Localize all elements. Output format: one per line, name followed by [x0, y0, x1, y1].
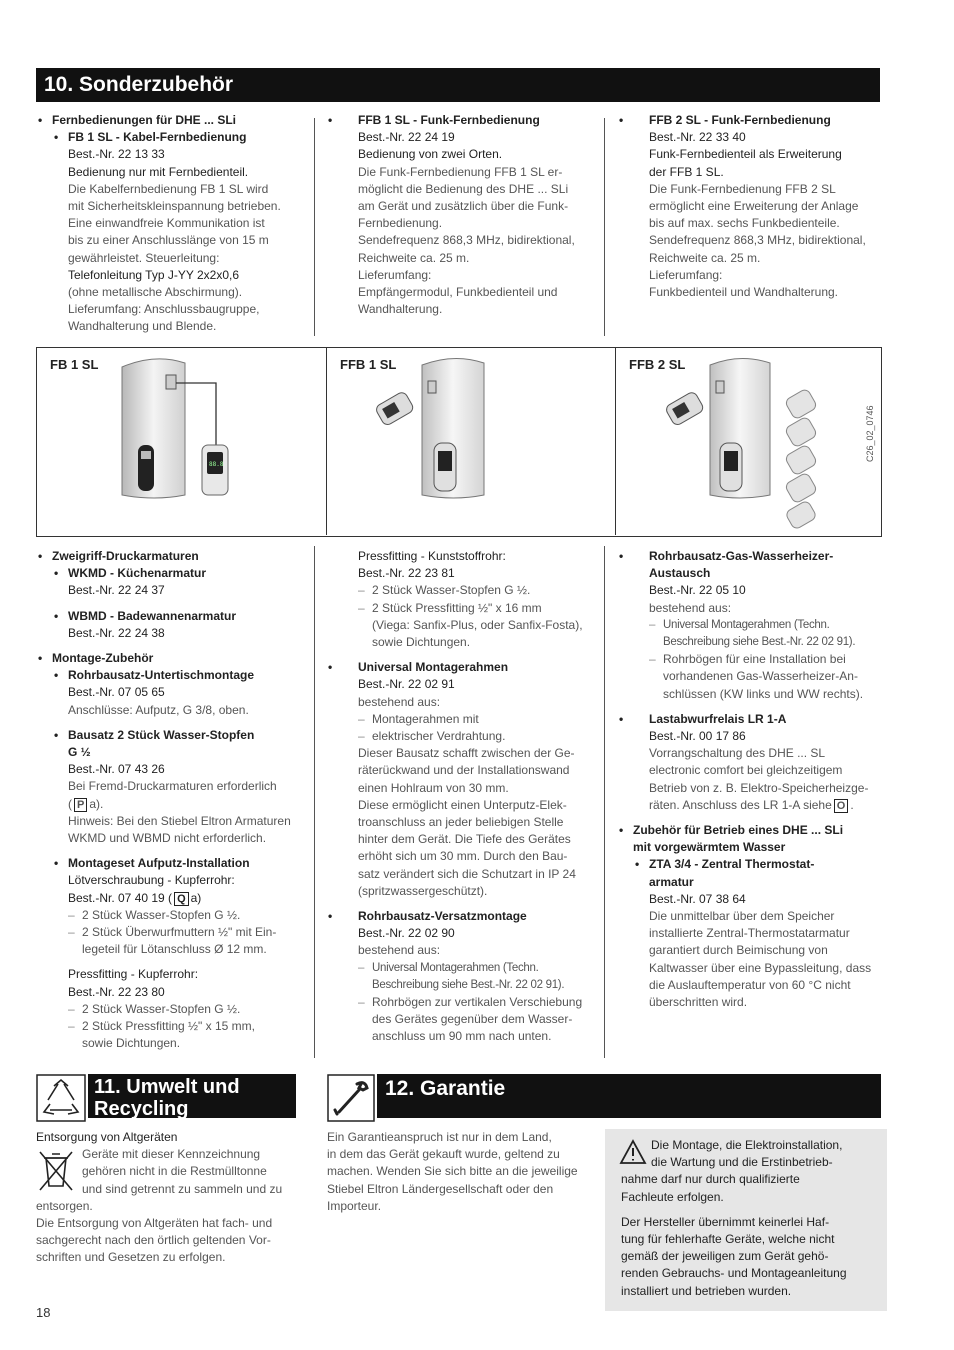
text-line: Fernbedienung. [358, 216, 443, 231]
list-item: – 2 Stück Wasser-Stopfen G ½. [36, 907, 308, 924]
heater-with-radio-remote-illustration [370, 355, 510, 505]
order-number: Best.-Nr. 22 33 40 [649, 130, 746, 145]
bullet-heading: • FFB 1 SL - Funk-Fernbedienung [326, 112, 596, 129]
text-line: Ein Garantieanspruch ist nur in dem Land, [327, 1130, 552, 1144]
remote-display-text: 88.8 [209, 461, 224, 468]
text-line: einen Hohlraum von 30 mm. [358, 780, 509, 795]
text-line: Funk-Fernbedienteil als Erweiterung [649, 147, 842, 162]
text-line: hinter dem Gerät. Die Tiefe des Gerätes [358, 832, 571, 847]
text-line: bis zu einer Anschlusslänge von 15 m [68, 233, 269, 248]
notice-text: renden Gebrauchs- und Montageanleitung [621, 1266, 847, 1281]
list-item-cont: vorhandenen Gas-Wasserheizer-An- [663, 669, 858, 684]
text-line: Lieferumfang: [358, 267, 432, 282]
text-line: electronic comfort bei gleichzeitigem [649, 763, 843, 778]
text-line: räten. Anschluss des LR 1-A siehe O . [649, 797, 854, 812]
text-line: in dem das Gerät gekauft wurde, geltend zu [327, 1147, 560, 1162]
section-11-title-line2: Recycling [94, 1098, 189, 1120]
order-number: Best.-Nr. 22 13 33 [68, 147, 165, 162]
text-line: Die Entsorgung von Altgeräten hat fach- und [36, 1216, 273, 1231]
section-11-header [88, 1074, 296, 1118]
list-item-cont: Beschreibung siehe Best.-Nr. 22 02 91). [663, 636, 856, 649]
warning-icon [619, 1139, 647, 1165]
notice-text: Die Montage, die Elektroinstallation, [651, 1138, 843, 1152]
text-line: am Gerät und zusätzlich über die Funk- [358, 199, 569, 214]
section-10-header [36, 68, 880, 102]
notice-text: Der Hersteller übernimmt keinerlei Haf- [621, 1214, 830, 1229]
order-number: Best.-Nr. 07 43 26 [68, 762, 165, 777]
bullet-subheading: • Rohrbausatz-Untertischmontage [36, 667, 308, 684]
bullet-heading: • Lastabwurfrelais LR 1-A [617, 711, 889, 728]
list-item: – 2 Stück Überwurfmuttern ½" mit Ein- [36, 924, 308, 941]
crossed-out-bin-icon [36, 1148, 76, 1192]
heater-with-multiple-remotes-illustration [660, 355, 830, 530]
text-line: der FFB 1 SL. [649, 164, 724, 179]
figure-divider [326, 347, 327, 535]
text-line: Reichweite ca. 25 m. [358, 250, 470, 265]
notice-text: gemäß der jeweiligen zum Gerät gehö- [621, 1249, 829, 1264]
bullet-subheading-cont: G ½ [68, 745, 91, 760]
text-line: möglicht die Bedienung des DHE ... SLi [358, 181, 569, 196]
text-line: überschritten wird. [649, 995, 748, 1010]
text-line: Sendefrequenz 868,3 MHz, bidirektional, [358, 233, 575, 248]
list-item-cont: anschluss um 90 mm nach unten. [372, 1029, 552, 1044]
text-line: Sendefrequenz 868,3 MHz, bidirektional, [649, 233, 866, 248]
text-line: Wandhalterung. [358, 302, 443, 317]
accessory-col-2 [326, 112, 596, 318]
text-line: ermöglicht eine Erweiterung der Anlage [649, 199, 859, 214]
bullet-subheading: • WBMD - Badewannenarmatur [36, 608, 308, 625]
notice-text: tung für fehlerhafte Geräte, welche nicht [621, 1232, 835, 1247]
list-item: – 2 Stück Pressfitting ½" x 16 mm [326, 600, 598, 617]
list-item: – 2 Stück Wasser-Stopfen G ½. [36, 1001, 308, 1018]
bullet-heading: • Universal Montagerahmen [326, 659, 598, 676]
bullet-heading: • FFB 2 SL - Funk-Fernbedienung [617, 112, 887, 129]
order-number: Best.-Nr. 22 23 80 [68, 984, 165, 999]
text-line: Die unmittelbar über dem Speicher [649, 909, 835, 924]
list-item: – Rohrbögen für eine Installation bei [617, 651, 889, 668]
text-line: Reichweite ca. 25 m. [649, 250, 761, 265]
text-line: Empfängermodul, Funkbedienteil und [358, 285, 558, 300]
list-item-cont: des Gerätes gegenüber dem Wasser- [372, 1012, 573, 1027]
section-11-title-line1: 11. Umwelt und [94, 1076, 240, 1098]
list-item-cont: Beschreibung siehe Best.-Nr. 22 02 91). [372, 978, 565, 991]
fittings-col-2 [326, 548, 598, 1046]
list-item: – Montagerahmen mit [326, 711, 598, 728]
text-line: garantiert durch Beimischung von [649, 943, 828, 958]
list-item: – Rohrbögen zur vertikalen Verschiebung [326, 994, 598, 1011]
section-12-body [327, 1129, 597, 1215]
list-item: – 2 Stück Wasser-Stopfen G ½. [326, 582, 598, 599]
text-line: Bedienung von zwei Orten. [358, 147, 503, 162]
text-line: sachgerecht nach den örtlich geltenden Vor- [36, 1233, 271, 1248]
text-line: und sind getrennt zu sammeln und zu [82, 1181, 283, 1196]
text-line: Die Funk-Fernbedienung FFB 1 SL er- [358, 164, 563, 179]
text-line: Funkbedienteil und Wandhalterung. [649, 285, 839, 300]
text-line: räterückwand und der Installationswand [358, 763, 570, 778]
text-line: Bedienung nur mit Fernbedienteil. [68, 164, 249, 179]
order-number: Best.-Nr. 22 02 91 [358, 677, 455, 692]
figure-divider [615, 347, 616, 535]
text-line: Vorrangschaltung des DHE ... SL [649, 746, 826, 761]
column-divider [314, 118, 315, 336]
text-line: gewährleistet. Steuerleitung: [68, 250, 220, 265]
text-line: Anschlüsse: Aufputz, G 3/8, oben. [68, 702, 249, 717]
column-divider [314, 546, 315, 1058]
order-number: Best.-Nr. 07 38 64 [649, 891, 746, 906]
notice-text: nahme darf nur durch qualifizierte [621, 1172, 800, 1187]
text-line: ( P a). [68, 796, 104, 811]
list-item: – elektrischer Verdrahtung. [326, 728, 598, 745]
text-line: Die Kabelfernbedienung FB 1 SL wird [68, 181, 269, 196]
text-line: schriften und Gesetzen zu erfolgen. [36, 1250, 226, 1265]
text-line: Lieferumfang: Anschlussbaugruppe, [68, 302, 260, 317]
text-line: Pressfitting - Kunststoffrohr: [358, 549, 506, 563]
section-12-header [377, 1074, 881, 1118]
text-line: Bei Fremd-Druckarmaturen erforderlich [68, 779, 277, 794]
wrench-icon [327, 1074, 375, 1122]
order-number: Best.-Nr. 07 05 65 [68, 685, 165, 700]
text-line: (ohne metallische Abschirmung). [68, 285, 243, 300]
list-item: – Universal Montagerahmen (Techn. [326, 960, 598, 977]
heater-with-cable-remote-illustration [110, 355, 240, 505]
bullet-heading: • Fernbedienungen für DHE ... SLi [36, 112, 306, 129]
bullet-heading-cont: mit vorgewärmtem Wasser [633, 840, 786, 855]
notice-text: Fachleute erfolgen. [621, 1189, 724, 1204]
list-item-cont: (Viega: Sanfix-Plus, oder Sanfix-Fosta), [372, 617, 583, 632]
order-number: Best.-Nr. 00 17 86 [649, 729, 746, 744]
bullet-heading: • Rohrbausatz-Gas-Wasserheizer- [617, 548, 889, 565]
figure-label-ffb2sl: FFB 2 SL [629, 357, 686, 372]
text-line: Importeur. [327, 1198, 382, 1213]
page-number: 18 [36, 1305, 51, 1320]
text-line: WKMD und WBMD nicht erforderlich. [68, 831, 267, 846]
accessory-col-3 [617, 112, 887, 301]
recycling-icon [36, 1074, 86, 1122]
notice-text: installiert und betrieben wurden. [621, 1283, 792, 1298]
order-number: Best.-Nr. 22 02 90 [358, 926, 455, 941]
text-line: machen. Wenden Sie sich bitte an die jeweilige [327, 1164, 578, 1179]
order-number: Best.-Nr. 22 05 10 [649, 583, 746, 598]
text-line: Geräte mit dieser Kennzeichnung [82, 1147, 261, 1162]
bullet-heading: • Montage-Zubehör [36, 650, 308, 667]
text-line: bis auf max. sechs Funkbedienteile. [649, 216, 840, 231]
bullet-subheading: • ZTA 3/4 - Zentral Thermostat- [617, 856, 889, 873]
reference-code-o: O [834, 799, 849, 813]
bullet-subheading: • Montageset Aufputz-Installation [36, 855, 308, 872]
text-line: mit Sicherheitskleinspannung betrieben. [68, 199, 281, 214]
column-divider [604, 546, 605, 1058]
order-number: Best.-Nr. 22 24 19 [358, 130, 455, 145]
bullet-heading: • Zweigriff-Druckarmaturen [36, 548, 308, 565]
section-12-title: 12. Garantie [385, 1077, 506, 1100]
text-line: Lötverschraubung - Kupferrohr: [68, 873, 235, 888]
disposal-heading: Entsorgung von Altgeräten [36, 1130, 178, 1144]
bullet-subheading-cont: armatur [649, 874, 694, 889]
text-line: Diese ermöglicht einen Unterputz-Elek- [358, 797, 567, 812]
text-line: entsorgen. [36, 1198, 93, 1213]
list-item-cont: sowie Dichtungen. [82, 1036, 181, 1051]
list-item: – Universal Montagerahmen (Techn. [617, 617, 889, 634]
bullet-heading: • Zubehör für Betrieb eines DHE ... SLi [617, 822, 889, 839]
text-line: bestehend aus: [358, 694, 441, 709]
text-line: Hinweis: Bei den Stiebel Eltron Armaturen [68, 813, 291, 828]
text-line: bestehend aus: [358, 943, 441, 958]
reference-code-q: Q [174, 892, 189, 906]
safety-notice-box [605, 1129, 887, 1311]
order-number: Best.-Nr. 07 40 19 ( Q a) [68, 890, 202, 905]
fittings-col-1 [36, 548, 308, 1052]
text-line: Wandhalterung und Blende. [68, 319, 217, 334]
text-line: installierte Zentral-Thermostatarmatur [649, 926, 850, 941]
text-line: Dieser Bausatz schafft zwischen der Ge- [358, 746, 575, 761]
list-item-cont: sowie Dichtungen. [372, 635, 471, 650]
order-number: Best.-Nr. 22 24 37 [68, 583, 165, 598]
text-line: die Auslauftemperatur von 60 °C nicht [649, 977, 851, 992]
text-line: gehören nicht in die Restmülltonne [82, 1164, 267, 1179]
list-item: – 2 Stück Pressfitting ½" x 15 mm, [36, 1018, 308, 1035]
section-11-body [36, 1129, 306, 1267]
text-line: Eine einwandfreie Kommunikation ist [68, 216, 265, 231]
text-line: bestehend aus: [649, 600, 732, 615]
order-number: Best.-Nr. 22 23 81 [358, 566, 455, 581]
list-item-cont: schlüssen (KW links und WW rechts). [663, 686, 864, 701]
text-line: Lieferumfang: [649, 267, 723, 282]
figure-label-ffb1sl: FFB 1 SL [340, 357, 397, 372]
bullet-subheading: • WKMD - Küchenarmatur [36, 565, 308, 582]
text-line: erhöht sich um 30 mm. Durch den Bau- [358, 849, 568, 864]
text-line: Pressfitting - Kupferrohr: [68, 967, 199, 982]
text-line: Stiebel Eltron Ländergesellschaft oder den [327, 1181, 554, 1196]
figure-label-fb1sl: FB 1 SL [50, 357, 99, 372]
reference-code-p: P [74, 798, 87, 812]
column-divider [604, 118, 605, 336]
text-line: (spritzwassergeschützt). [358, 883, 488, 898]
bullet-subheading: • Bausatz 2 Stück Wasser-Stopfen [36, 727, 308, 744]
text-line: Die Funk-Fernbedienung FFB 2 SL [649, 181, 836, 196]
figure-code: C26_02_0746 [865, 405, 875, 462]
notice-text: die Wartung und die Erstinbetrieb- [651, 1155, 833, 1170]
accessory-col-1 [36, 112, 306, 336]
text-line: troanschluss an jeder beliebigen Stelle [358, 815, 564, 830]
bullet-heading-cont: Austausch [649, 566, 711, 581]
section-10-title: 10. Sonderzubehör [44, 73, 234, 96]
fittings-col-3 [617, 548, 889, 1011]
text-line: Betrieb von z. B. Elektro-Speicherheizge- [649, 780, 869, 795]
order-number: Best.-Nr. 22 24 38 [68, 625, 165, 640]
text-line: Kaltwasser über eine Bypassleitung, dass [649, 960, 872, 975]
bullet-subheading: • FB 1 SL - Kabel-Fernbedienung [36, 129, 306, 146]
bullet-heading: • Rohrbausatz-Versatzmontage [326, 908, 598, 925]
text-line: satz verändert sich die Schutzart in IP 24 [358, 866, 576, 881]
text-line: Telefonleitung Typ J-YY 2x2x0,6 [68, 267, 239, 282]
list-item-cont: legeteil für Lötanschluss Ø 12 mm. [82, 942, 267, 957]
